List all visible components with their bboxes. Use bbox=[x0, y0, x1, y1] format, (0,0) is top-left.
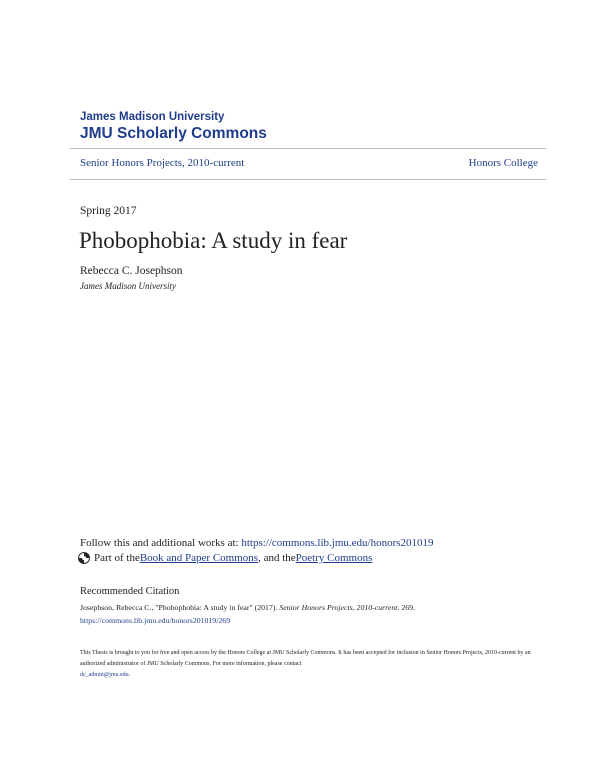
part-of-line bbox=[78, 552, 372, 564]
repository-header bbox=[80, 110, 267, 143]
university-name[interactable]: James Madison University bbox=[80, 111, 225, 123]
follow-line bbox=[80, 537, 434, 549]
series-link[interactable]: Senior Honors Projects, 2010-current bbox=[80, 157, 245, 169]
follow-url-link[interactable]: https://commons.lib.jmu.edu/honors201019 bbox=[241, 537, 434, 549]
part-of-middle: , and the bbox=[258, 552, 296, 564]
citation-series: Senior Honors Projects, 2010-current bbox=[279, 603, 398, 612]
notice-text: This Thesis is brought to you for free and open access by the Honors College at JMU Scholarly Commons. It has been accepted for inclusion in Senior Honors Projects, 2010-current by an authorized administrator of JMU Scholarly Commons. For more information, please contact bbox=[80, 650, 531, 667]
citation-post: . 269. bbox=[397, 603, 415, 612]
publication-date: Spring 2017 bbox=[80, 205, 137, 217]
book-and-paper-commons-link[interactable]: Book and Paper Commons bbox=[139, 552, 259, 564]
citation-pre: Josephson, Rebecca C., "Phobophobia: A study in fear" (2017). bbox=[80, 603, 280, 612]
access-notice bbox=[80, 648, 548, 681]
citation-text bbox=[80, 601, 550, 627]
contact-email-link[interactable]: dc_admin@jmu.edu bbox=[80, 672, 129, 678]
author-name: Rebecca C. Josephson bbox=[80, 265, 183, 277]
paper-title: Phobophobia: A study in fear bbox=[79, 228, 348, 253]
digital-commons-network-icon bbox=[78, 552, 90, 564]
part-of-prefix: Part of the bbox=[94, 552, 140, 564]
recommended-citation-heading: Recommended Citation bbox=[80, 586, 180, 597]
college-link[interactable]: Honors College bbox=[468, 157, 538, 169]
follow-prefix: Follow this and additional works at: bbox=[80, 537, 242, 549]
top-divider bbox=[70, 148, 546, 149]
notice-end: . bbox=[128, 672, 131, 678]
poetry-commons-link[interactable]: Poetry Commons bbox=[295, 552, 373, 564]
repository-name[interactable]: JMU Scholarly Commons bbox=[80, 125, 267, 142]
author-affiliation: James Madison University bbox=[80, 281, 176, 291]
citation-url-link[interactable]: https://commons.lib.jmu.edu/honors201019/269 bbox=[80, 616, 231, 625]
bottom-divider bbox=[70, 179, 546, 180]
